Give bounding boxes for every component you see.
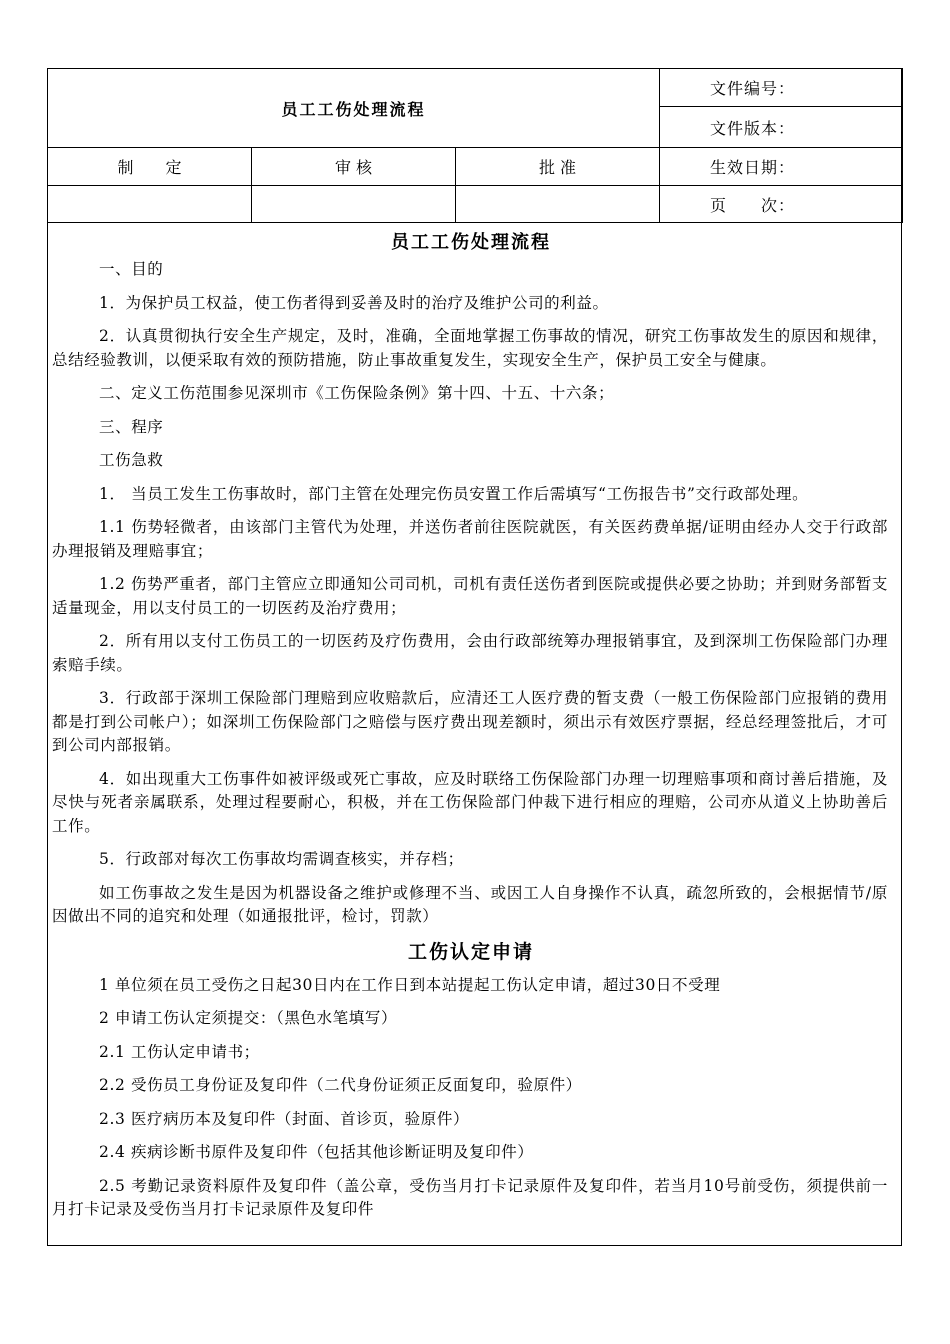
list-item: 2 申请工伤认定须提交：（黑色水笔填写） xyxy=(99,1009,398,1027)
paragraph: 5．行政部对每次工伤事故均需调查核实，并存档； xyxy=(99,850,464,868)
document-body xyxy=(48,224,894,1222)
header-table xyxy=(47,68,903,223)
page-label: 页 次： xyxy=(660,186,903,223)
paragraph: 工伤急救 xyxy=(99,451,164,469)
paragraph: 4．如出现重大工伤事件如被评级或死亡事故，应及时联络工伤保险部门办理一切理赔事项和商讨善后措施，及尽快与死者亲属联系，处理过程要耐心，积极，并在工伤保险部门仲裁下进行相应的理赔，公司亦从道义上协助善后工作。 xyxy=(52,769,888,835)
paragraph: 1．为保护员工权益，使工伤者得到妥善及时的治疗及维护公司的利益。 xyxy=(99,293,609,312)
paragraph: 1.1 伤势轻微者，由该部门主管代为处理，并送伤者前往医院就医，有关医药费单据/证明由经办人交于行政部办理报销及理赔事宜； xyxy=(52,518,888,560)
paragraph: 1． 当员工发生工伤事故时，部门主管在处理完伤员安置工作后需填写“工伤报告书”交行政部处理。 xyxy=(99,484,809,503)
paragraph: 如工伤事故之发生是因为机器设备之维护或修理不当、或因工人自身操作不认真，疏忽所致的，会根据情节/原因做出不同的追究和处理（如通报批评，检讨，罚款） xyxy=(52,883,888,925)
paragraph: 2．所有用以支付工伤员工的一切医药及疗伤费用，会由行政部统筹办理报销事宜，及到深圳工伤保险部门办理索赔手续。 xyxy=(52,632,888,674)
reviewed-by-label: 审 核 xyxy=(252,148,456,186)
reviewed-by-value xyxy=(252,186,456,223)
file-number-label: 文件编号： xyxy=(660,69,903,107)
approved-by-label: 批 准 xyxy=(456,148,660,186)
paragraph: 1.2 伤势严重者，部门主管应立即通知公司司机，司机有责任送伤者到医院或提供必要之协助；并到财务部暂支适量现金，用以支付员工的一切医药及治疗费用； xyxy=(52,575,888,617)
list-item: 2.4 疾病诊断书原件及复印件（包括其他诊断证明及复印件） xyxy=(99,1143,534,1161)
list-item: 2.5 考勤记录资料原件及复印件（盖公章，受伤当月打卡记录原件及复印件，若当月10号前受伤，须提供前一月打卡记录及受伤当月打卡记录原件及复印件 xyxy=(52,1176,888,1218)
list-item: 2.1 工伤认定申请书； xyxy=(99,1042,260,1061)
effective-date-label: 生效日期： xyxy=(660,148,903,186)
prepared-by-value xyxy=(48,186,252,223)
list-item: 1 单位须在员工受伤之日起30日内在工作日到本站提起工伤认定申请，超过30日不受理 xyxy=(99,975,721,994)
section-title-injury-application: 工伤认定申请 xyxy=(407,940,534,963)
paragraph: 2．认真贯彻执行安全生产规定，及时，准确，全面地掌握工伤事故的情况，研究工伤事故发生的原因和规律，总结经验教训，以便采取有效的预防措施，防止事故重复发生，实现安全生产，保护员工安全与健康。 xyxy=(52,327,888,369)
prepared-by-label: 制 定 xyxy=(48,148,252,186)
list-item: 2.3 医疗病历本及复印件（封面、首诊页，验原件） xyxy=(99,1109,470,1128)
body-title: 员工工伤处理流程 xyxy=(391,232,551,253)
list-item: 2.2 受伤员工身份证及复印件（二代身份证须正反面复印，验原件） xyxy=(99,1076,582,1094)
paragraph: 3．行政部于深圳工保险部门理赔到应收赔款后，应清还工人医疗费的暂支费（一般工伤保险部门应报销的费用都是打到公司帐户）；如深圳工伤保险部门之赔偿与医疗费出现差额时，须出示有效医疗票据，经总经理签批后，才可到公司内部报销。 xyxy=(52,689,888,754)
file-version-label: 文件版本： xyxy=(660,107,903,148)
paragraph: 一、目的 xyxy=(99,260,164,278)
approved-by-value xyxy=(456,186,660,223)
paragraph: 三、程序 xyxy=(99,417,164,436)
paragraph: 二、定义工伤范围参见深圳市《工伤保险条例》第十四、十五、十六条； xyxy=(99,384,615,402)
document-title: 员工工伤处理流程 xyxy=(48,69,660,148)
